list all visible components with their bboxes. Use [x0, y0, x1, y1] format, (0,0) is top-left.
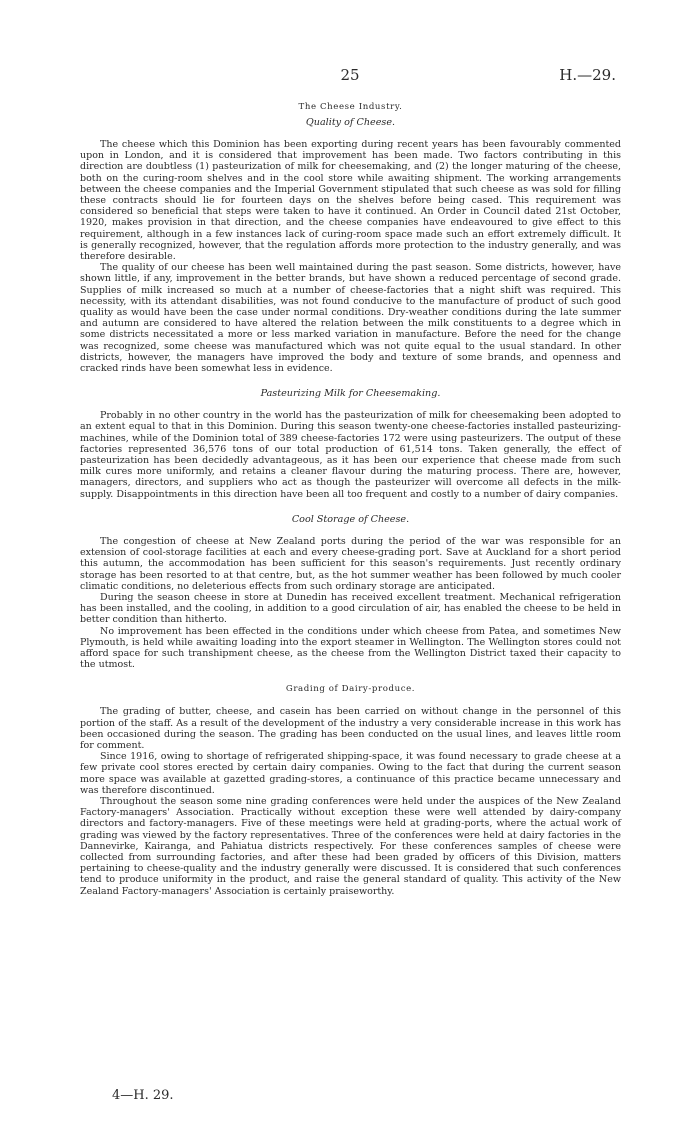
sheet-reference: 4—H. 29.: [112, 1088, 174, 1103]
page-content: [80, 100, 621, 897]
subsection-title-cool-storage: Cool Storage of Cheese.: [291, 513, 410, 525]
paragraph: No improvement has been effected in the conditions under which cheese from Patea, and sometimes New Plymouth, is held while awaiting loading into the export steamer in Wellington. The Wellington stores could not afford space for such transhipment cheese, as the cheese from the Wellington District taxed their capacity to the utmost.: [80, 625, 621, 671]
paragraph: Probably in no other country in the world has the pasteurization of milk for cheesemaking been adopted to an extent equal to that in this Dominion. During this season twenty-one cheese-factories installed pasteurizing-machines, while of the Dominion total of 389 cheese-factories 172 were using pasteurizers. The output of these factories represented 36,576 tons of our total production of 61,514 tons. Taken generally, the effect of pasteurization has been decidedly advantageous, as it has been our experience that cheese made from such milk cures more uniformly, and retains a cleaner flavour during the maturing process. There are, however, managers, directors, and suppliers who act as though the pasteurizer will overcome all defects in the milk-supply. Disappointments in this direction have been all too frequent and costly to a number of dairy companies.: [80, 410, 621, 500]
paragraph: Throughout the season some nine grading conferences were held under the auspices of the New Zealand Factory-managers' Association. Practically without exception these were well attended by dairy-company directors and factory-managers. Five of these meetings were held at grading-ports, where the actual work of grading was viewed by the factory representatives. Three of the conferences were held at dairy factories in the Dannevirke, Kairanga, and Pahiatua districts respectively. For these conferences samples of cheese were collected from surrounding factories, and after these had been graded by officers of this Division, matters pertaining to cheese-quality and the industry generally were discussed. It is considered that such conferences tend to produce uniformity in the product, and raise the general standard of quality. This activity of the New Zealand Factory-managers' Association is certainly praiseworthy.: [80, 795, 621, 897]
subsection-title-quality: Quality of Cheese.: [305, 117, 396, 128]
subsection-title-pasteurizing: Pasteurizing Milk for Cheesemaking.: [260, 388, 441, 400]
page-header: [0, 66, 700, 88]
paragraph: During the season cheese in store at Dunedin has received excellent treatment. Mechanical refrigeration has been installed, and the cooling, in addition to a good circulation of air, has enabled the cheese to be held in better condition than hitherto.: [80, 591, 621, 626]
document-reference: H.—29.: [559, 66, 616, 84]
section-title-grading: Grading of Dairy-produce.: [285, 684, 416, 695]
page-number: 25: [340, 66, 360, 84]
paragraph: The congestion of cheese at New Zealand ports during the period of the war was responsible for an extension of cool-storage facilities at each and every cheese-grading port. Save at Auckland for a short period this autumn, the accommodation has been sufficient for this season's requirements. Just recently ordinary storage has been resorted to at that centre, but, as the hot summer weather has been followed by much cooler climatic conditions, no deleterious effects from such ordinary storage are anticipated.: [80, 535, 621, 592]
section-title-cheese-industry: The Cheese Industry.: [298, 102, 403, 112]
paragraph: The quality of our cheese has been well maintained during the past season. Some districts, however, have shown little, if any, improvement in the better brands, but have shown a reduced percentage of second grade. Supplies of milk increased so much at a number of cheese-factories that a night shift was required. This necessity, with its attendant disabilities, was not found conducive to the manufacture of product of such good quality as would have been the case under normal conditions. Dry-weather conditions during the late summer and autumn are considered to have altered the relation between the milk constituents to a degree which in some districts necessitated a more or less marked variation in manufacture. Before the need for the change was recognized, some cheese was manufactured which was not quite equal to the usual standard. In other districts, however, the managers have improved the body and texture of some brands, and openness and cracked rinds have been somewhat less in evidence.: [80, 262, 621, 375]
paragraph: The grading of butter, cheese, and casein has been carried on without change in the personnel of this portion of the staff. As a result of the development of the industry a very considerable increase in this work has been occasioned during the season. The grading has been conducted on the usual lines, and leaves little room for comment.: [80, 706, 621, 751]
paragraph: The cheese which this Dominion has been exporting during recent years has been favourably commented upon in London, and it is considered that improvement has been made. Two factors contributing in this direction are doubtless (1) pasteurization of milk for cheesemaking, and (2) the longer maturing of the cheese, both on the curing-room shelves and in the cool store while awaiting shipment. The working arrangements between the cheese companies and the Imperial Government stipulated that such cheese as was sold for filling these contracts should lie for fourteen days on the shelves before being cased. This requirement was considered so beneficial that steps were taken to have it continued. An Order in Council dated 21st October, 1920, makes provision in that direction, and the cheese companies have endeavoured to give effect to this requirement, although in a few instances lack of curing-room space made such an effort extremely difficult. It is generally recognized, however, that the regulation affords more protection to the industry generally, and was therefore desirable.: [80, 139, 621, 263]
paragraph: Since 1916, owing to shortage of refrigerated shipping-space, it was found necessary to grade cheese at a few private cool stores erected by certain dairy companies. Owing to the fact that during the current season more space was available at gazetted grading-stores, a continuance of this practice became unnecessary and was therefore discontinued.: [80, 751, 621, 796]
